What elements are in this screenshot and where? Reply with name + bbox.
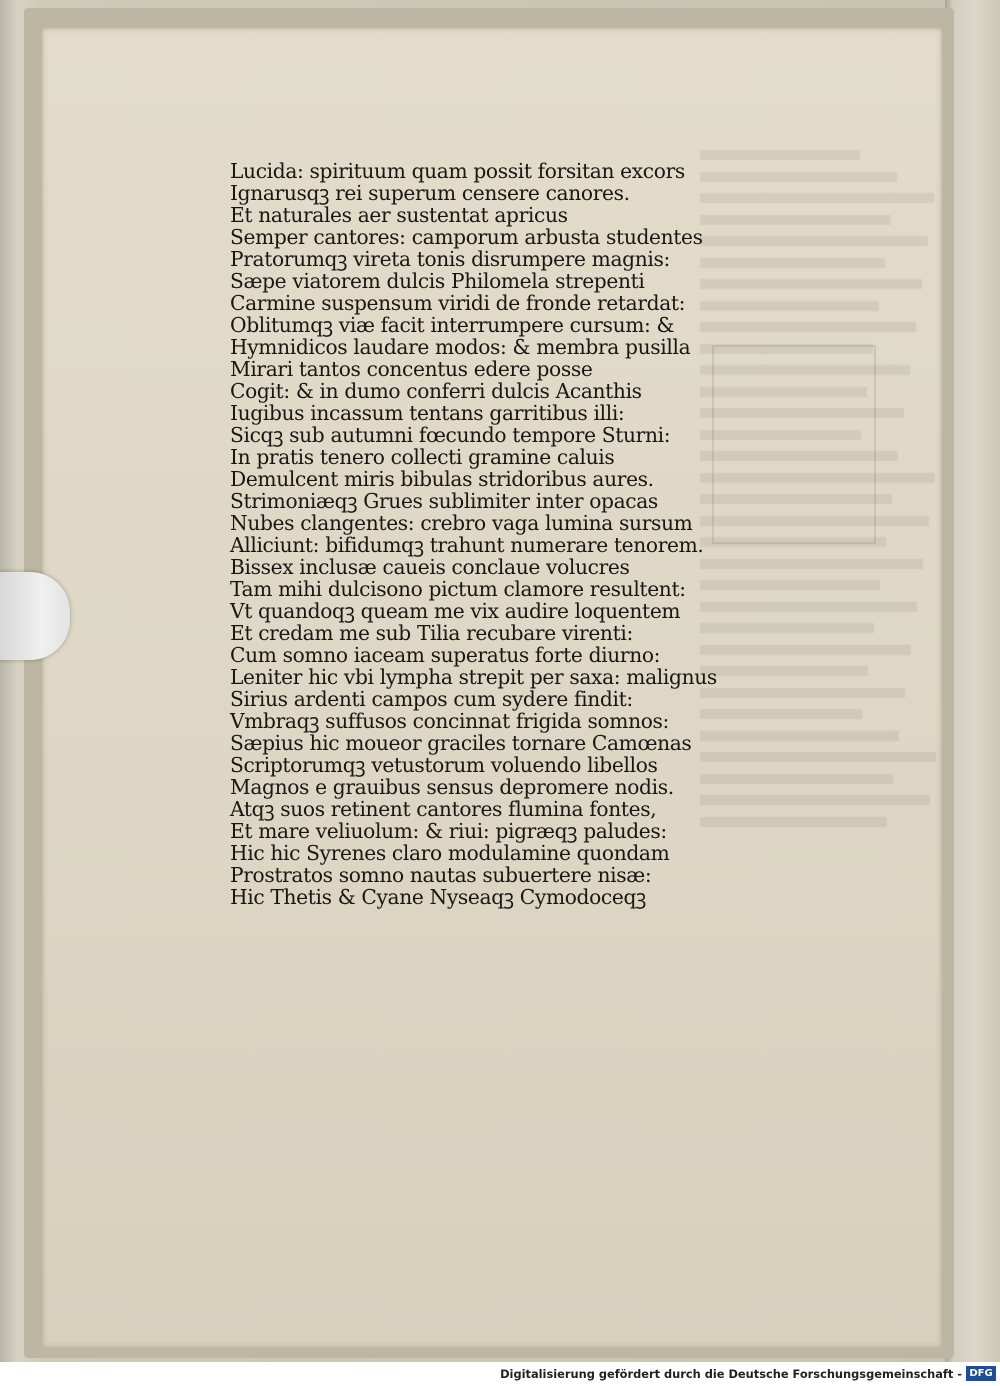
verse-line: In pratis tenero collecti gramine caluis	[230, 445, 615, 469]
verse-line: Hic hic Syrenes claro modulamine quondam	[230, 841, 670, 865]
verse-line: Carmine suspensum viridi de fronde retardat:	[230, 291, 686, 315]
footer-credit: Digitalisierung gefördert durch die Deutsche Forschungsgemeinschaft -	[500, 1367, 962, 1381]
verse-line: Cum somno iaceam superatus forte diurno:	[230, 643, 661, 667]
verse-line: Hic Thetis & Cyane Nyseaqꝫ Cymodoceqꝫ	[230, 885, 647, 909]
bleed-line	[700, 150, 860, 160]
verse-line: Oblitumqꝫ viæ facit interrumpere cursum: &	[230, 313, 675, 337]
verse-line: Pratorumqꝫ vireta tonis disrumpere magnis:	[230, 247, 670, 271]
verse-line: Bissex inclusæ caueis conclaue volucres	[230, 555, 630, 579]
verse-line: Lucida: spirituum quam possit forsitan excors	[230, 159, 685, 183]
verse-line: Sæpius hic moueor graciles tornare Camœnas	[230, 731, 692, 755]
verse-line: Sæpe viatorem dulcis Philomela strepenti	[230, 269, 645, 293]
verse-line: Nubes clangentes: crebro vaga lumina sursum	[230, 511, 693, 535]
verse-text	[230, 160, 750, 908]
verse-line: Et mare veliuolum: & riui: pigræqꝫ paludes:	[230, 819, 667, 843]
verse-line: Vt quandoqꝫ queam me vix audire loquentem	[230, 599, 681, 623]
verse-line: Leniter hic vbi lympha strepit per saxa: malignus	[230, 665, 717, 689]
verse-line: Demulcent miris bibulas stridoribus aures.	[230, 467, 654, 491]
verse-line: Cogit: & in dumo conferri dulcis Acanthis	[230, 379, 642, 403]
dfg-logo: DFG	[966, 1366, 996, 1381]
verse-line: Strimoniæqꝫ Grues sublimiter inter opacas	[230, 489, 658, 513]
verse-line: Prostratos somno nautas subuertere nisæ:	[230, 863, 652, 887]
verse-line: Alliciunt: bifidumqꝫ trahunt numerare tenorem.	[230, 533, 704, 557]
verse-line: Semper cantores: camporum arbusta studentes	[230, 225, 703, 249]
verse-line: Et credam me sub Tilia recubare virenti:	[230, 621, 633, 645]
verse-line: Atqꝫ suos retinent cantores flumina fontes,	[230, 797, 657, 821]
verse-line: Vmbraqꝫ suffusos concinnat frigida somnos:	[230, 709, 669, 733]
verse-line: Mirari tantos concentus edere posse	[230, 357, 593, 381]
verse-line: Sirius ardenti campos cum sydere findit:	[230, 687, 633, 711]
verse-line: Et naturales aer sustentat apricus	[230, 203, 568, 227]
verse-line: Hymnidicos laudare modos: & membra pusilla	[230, 335, 691, 359]
verse-line: Tam mihi dulcisono pictum clamore resultent:	[230, 577, 686, 601]
verse-line: Magnos e grauibus sensus depromere nodis.	[230, 775, 674, 799]
footer-bar	[0, 1362, 1000, 1386]
verse-line: Ignarusqꝫ rei superum censere canores.	[230, 181, 630, 205]
page-clip	[0, 572, 70, 660]
verse-line: Sicqꝫ sub autumni fœcundo tempore Sturni:	[230, 423, 671, 447]
verse-line: Iugibus incassum tentans garritibus illi:	[230, 401, 625, 425]
verse-line: Scriptorumqꝫ vetustorum voluendo libellos	[230, 753, 658, 777]
